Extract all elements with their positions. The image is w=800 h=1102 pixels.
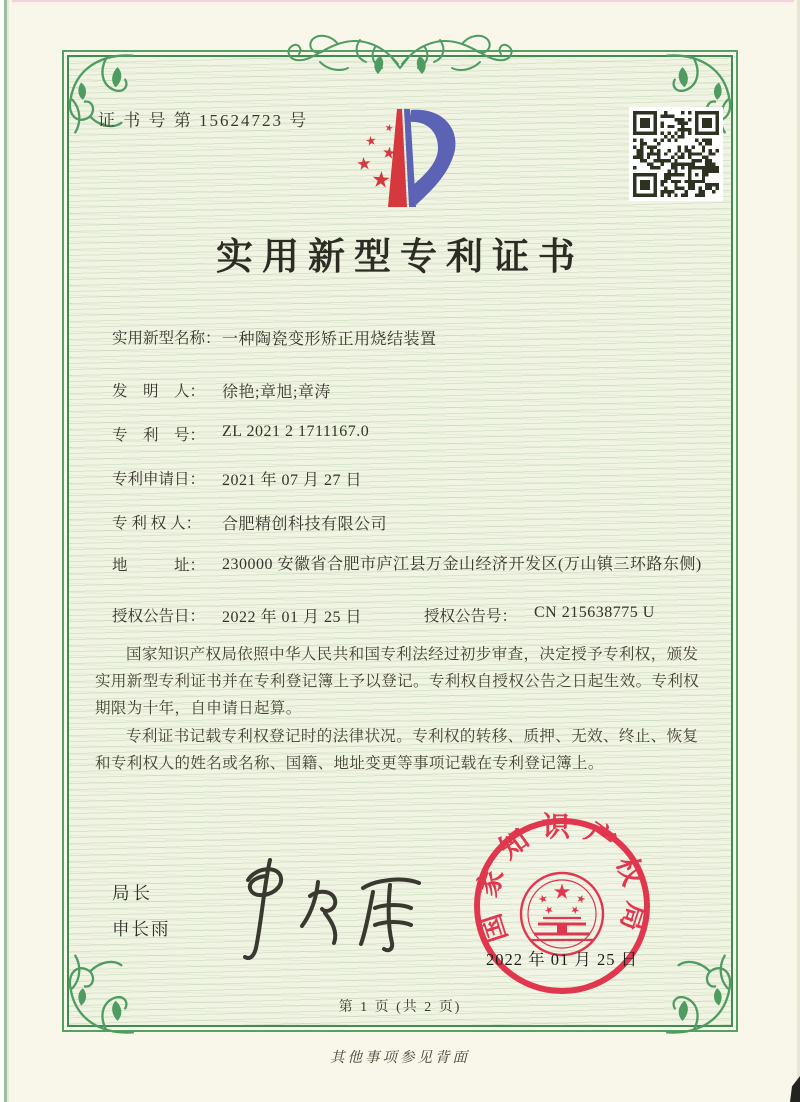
field-value: 230000 安徽省合肥市庐江县万金山经济开发区(万山镇三环路东侧): [222, 556, 702, 573]
page-number: 第 1 页 (共 2 页): [338, 1000, 462, 1015]
field-label: 发 明 人：: [112, 383, 206, 400]
field-grant-number: [424, 604, 655, 625]
official-seal: [466, 810, 658, 1002]
field-label: 专利申请日：: [112, 471, 206, 488]
field-value: 2021 年 07 月 27 日: [222, 472, 363, 489]
field-filing-date: [112, 467, 362, 490]
field-label: 专 利 权 人：: [112, 515, 202, 532]
legal-text: [95, 642, 713, 780]
field-label: 授权公告号：: [424, 608, 518, 625]
field-grant-row: [112, 604, 732, 627]
scan-edge-right: [794, 0, 800, 1102]
legal-paragraph: 国家知识产权局依照中华人民共和国专利法经过初步审查，决定授予专利权，颁发实用新型专利证书并在专利登记簿上予以登记。专利权自授权公告之日起生效。专利权期限为十年，自申请日起算。: [95, 646, 700, 717]
back-note: 其他事项参见背面: [330, 1050, 470, 1066]
seal-date: 2022 年 01 月 25 日: [485, 950, 639, 969]
dragon-ornament-icon: [280, 22, 520, 84]
director-name: 申长雨: [112, 919, 171, 939]
cnipa-logo-icon: [336, 106, 466, 212]
certificate-number: 证 书 号 第 15624723 号: [98, 111, 309, 130]
field-label: 授权公告日：: [112, 608, 206, 625]
seal-text: 国家知识产权局: [472, 811, 652, 946]
page-title: 实用新型专利证书: [216, 237, 584, 278]
field-value: ZL 2021 2 1711167.0: [222, 423, 370, 440]
scan-edge-top: [0, 0, 800, 9]
field-value: 徐艳;章旭;章涛: [222, 384, 331, 401]
field-value: 合肥精创科技有限公司: [222, 516, 388, 533]
director-title: 局长: [112, 883, 153, 903]
field-value: CN 215638775 U: [534, 604, 655, 621]
legal-paragraph: 专利证书记载专利权登记时的法律状况。专利权的转移、质押、无效、终止、恢复和专利权人的姓名或名称、国籍、地址变更等事项记载在专利登记簿上。: [95, 728, 699, 773]
qr-code: [629, 107, 723, 201]
director-signature-icon: [222, 852, 432, 962]
field-address: [112, 553, 718, 578]
field-label: 地 址：: [112, 557, 206, 574]
field-utility-model-name: [112, 326, 437, 349]
field-grant-date: [112, 604, 420, 627]
field-patentee: [112, 511, 387, 534]
corner-flourish-icon: [58, 946, 154, 1042]
corner-flourish-icon: [646, 946, 742, 1042]
field-value: 2022 年 01 月 25 日: [222, 609, 363, 626]
field-patent-number: [112, 423, 369, 445]
scan-edge-left: [0, 0, 12, 1102]
field-label: 专 利 号：: [112, 427, 206, 444]
field-value: 一种陶瓷变形矫正用烧结装置: [222, 331, 437, 348]
field-label: 实用新型名称：: [112, 330, 221, 347]
field-inventors: [112, 379, 331, 402]
